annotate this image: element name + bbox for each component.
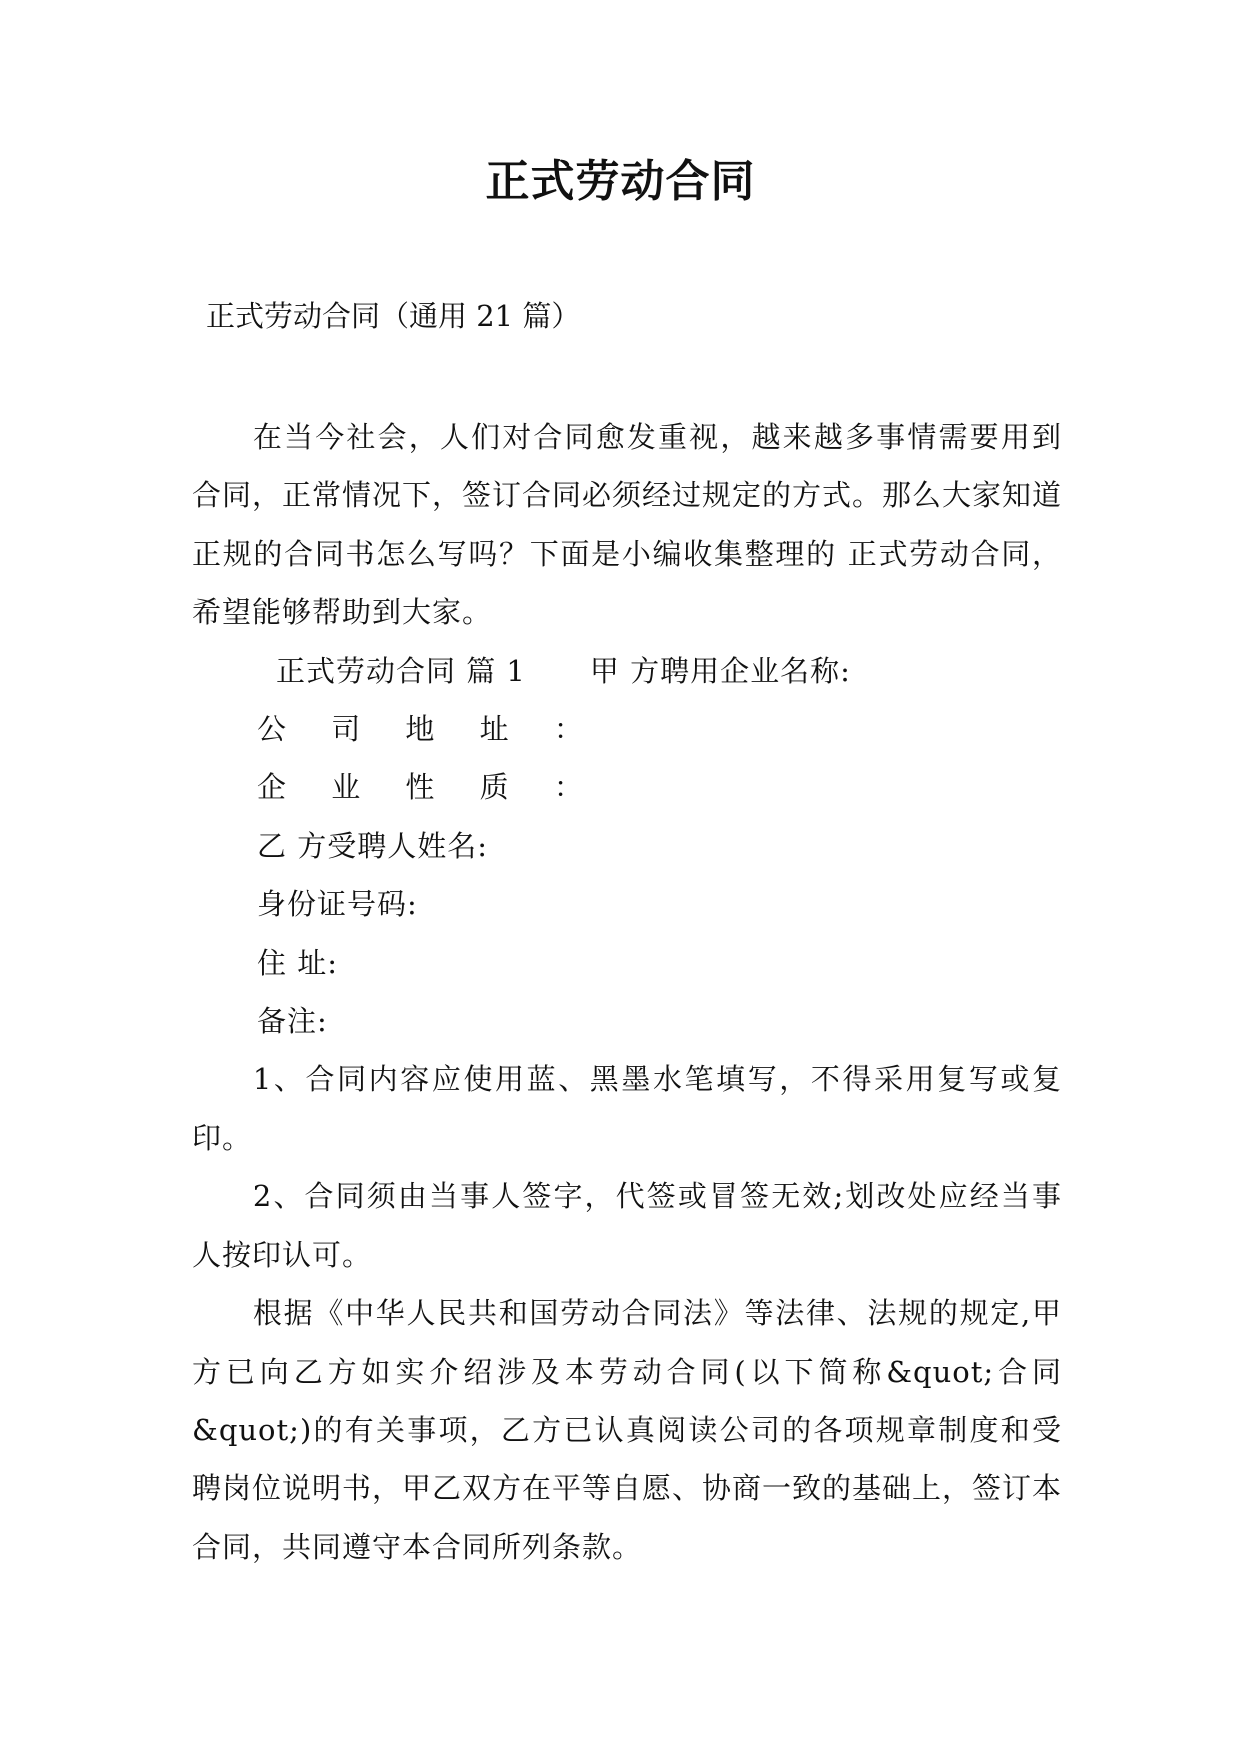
preamble-paragraph: 根据《中华人民共和国劳动合同法》等法律、法规的规定,甲方已向乙方如实介绍涉及本劳动合同(以下简称&quot;合同&quot;)的有关事项，乙方已认真阅读公司的各项规章制度和受聘岗位说明书，甲乙双方在平等自愿、协商一致的基础上，签订本合同，共同遵守本合同所列条款。 bbox=[192, 1296, 1063, 1564]
company-nature-field: 企 业 性 质 ： bbox=[257, 770, 601, 805]
section-heading: 正式劳动合同 篇 1 bbox=[276, 653, 526, 688]
document-body bbox=[192, 408, 1062, 1576]
party-b-name-field: 乙 方受聘人姓名: bbox=[257, 828, 488, 863]
intro-paragraph: 在当今社会，人们对合同愈发重视，越来越多事情需要用到合同，正常情况下，签订合同必须经过规定的方式。那么大家知道正规的合同书怎么写吗？下面是小编收集整理的 正式劳动合同，希望能够帮助到大家。 bbox=[192, 420, 1063, 630]
note-item: 2、合同须由当事人签字，代签或冒签无效;划改处应经当事人按印认可。 bbox=[192, 1179, 1062, 1272]
party-a-label: 甲 方聘用企业名称: bbox=[589, 653, 851, 688]
document-subtitle: 正式劳动合同（通用 21 篇） bbox=[206, 299, 581, 333]
address-field: 住 址: bbox=[257, 945, 338, 980]
document-title: 正式劳动合同 bbox=[485, 156, 756, 207]
note-item: 1、合同内容应使用蓝、黑墨水笔填写，不得采用复写或复印。 bbox=[192, 1062, 1062, 1155]
company-address-field: 公 司 地 址 ： bbox=[257, 712, 601, 747]
remarks-field: 备注: bbox=[257, 1004, 328, 1039]
section-heading-line bbox=[192, 642, 1062, 700]
id-number-field: 身份证号码: bbox=[257, 887, 418, 922]
